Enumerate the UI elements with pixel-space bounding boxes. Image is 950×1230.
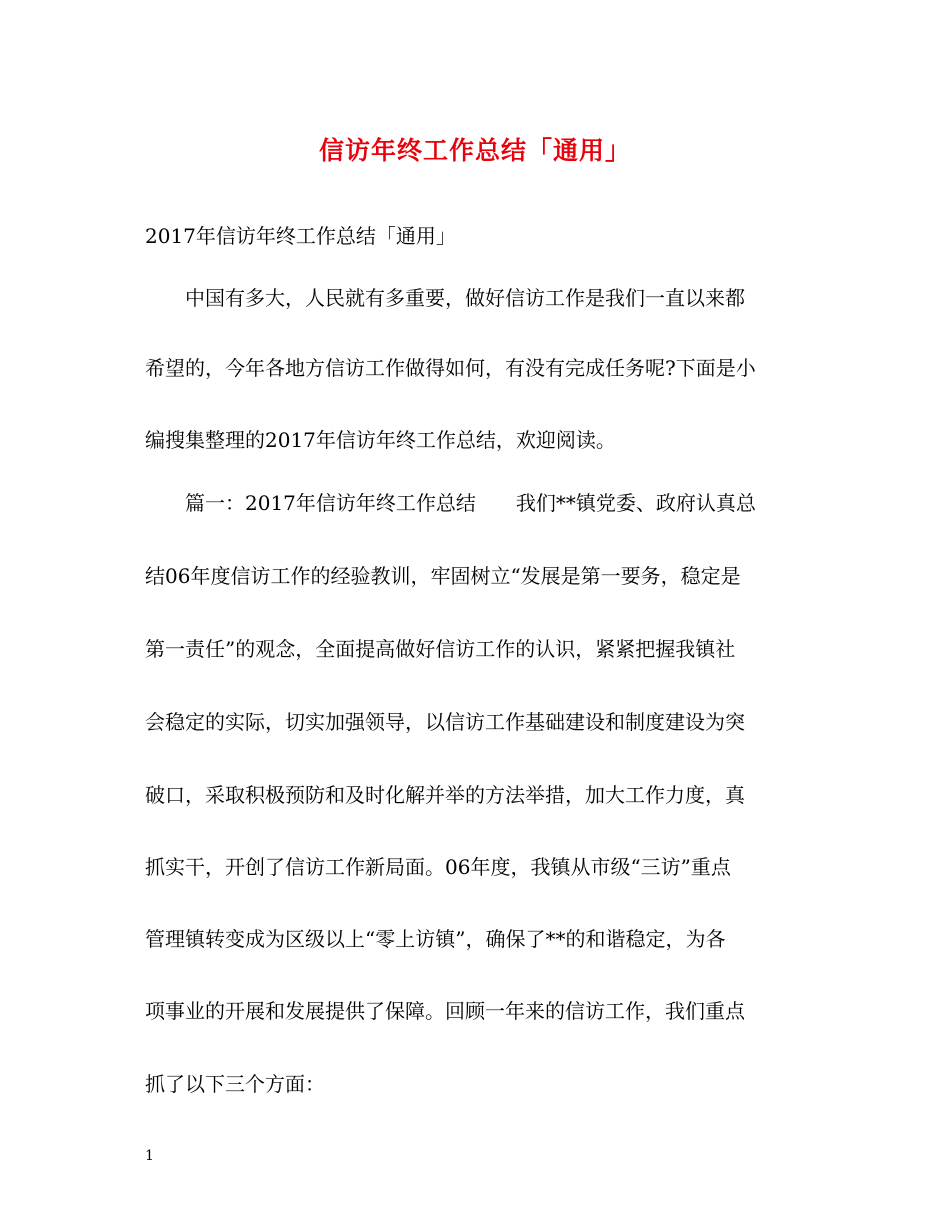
body-line: 编搜集整理的2017年信访年终工作总结，欢迎阅读。 (145, 428, 616, 452)
body-line: 希望的，今年各地方信访工作做得如何，有没有完成任务呢?下面是小 (145, 356, 756, 380)
body-line: 中国有多大，人民就有多重要，做好信访工作是我们一直以来都 (145, 286, 745, 310)
body-line: 破口，采取积极预防和及时化解并举的方法举措，加大工作力度，真 (145, 783, 745, 807)
document-subtitle: 2017年信访年终工作总结「通用」 (145, 224, 456, 248)
body-line: 抓实干，开创了信访工作新局面。06年度，我镇从市级“三访”重点 (145, 855, 731, 879)
body-line: 会稳定的实际，切实加强领导，以信访工作基础建设和制度建设为突 (145, 710, 745, 734)
body-line: 结06年度信访工作的经验教训，牢固树立“发展是第一要务，稳定是 (145, 564, 741, 588)
body-line: 抓了以下三个方面： (145, 1072, 325, 1096)
body-line: 管理镇转变成为区级以上“零上访镇”，确保了**的和谐稳定，为各 (145, 927, 726, 951)
body-line: 篇一：2017年信访年终工作总结 我们**镇党委、政府认真总 (145, 491, 756, 515)
page-number: 1 (145, 1148, 154, 1164)
document-title: 信访年终工作总结「通用」 (318, 136, 631, 165)
body-line: 第一责任”的观念，全面提高做好信访工作的认识，紧紧把握我镇社 (145, 637, 736, 661)
body-line: 项事业的开展和发展提供了保障。回顾一年来的信访工作，我们重点 (145, 999, 745, 1023)
